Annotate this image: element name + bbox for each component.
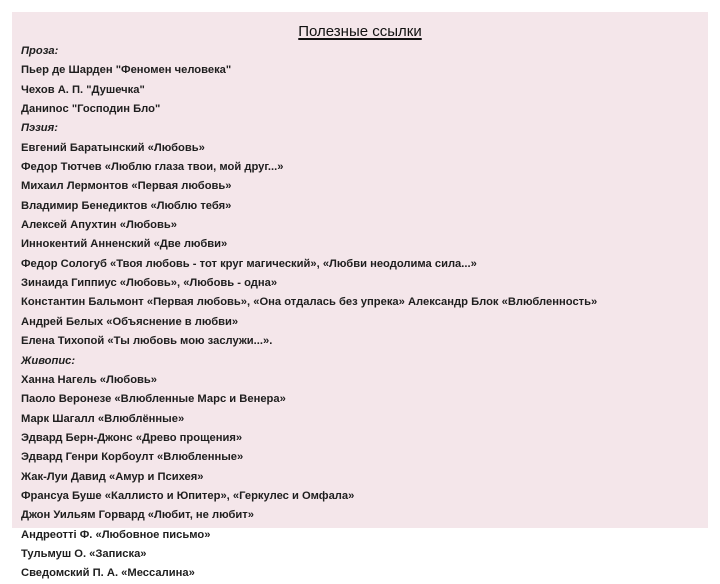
section-heading: Пэзия: <box>21 122 58 135</box>
section-heading: Живопис: <box>21 354 76 367</box>
list-item: Константин Бальмонт «Первая любовь», «Она отдалась без упрека» Александр Блок «Влюбленность» <box>21 296 598 309</box>
list-item: Эдвард Генри Корбоулт «Влюбленные» <box>21 451 244 464</box>
list-item: Паоло Веронезе «Влюбленные Марс и Венера» <box>21 393 286 406</box>
reference-list <box>21 42 597 584</box>
section-heading: Проза: <box>21 45 59 57</box>
list-item: Зинаида Гиппиус «Любовь», «Любовь - одна» <box>21 277 278 290</box>
list-item: Джон Уильям Горвард «Любит, не любит» <box>21 509 255 522</box>
list-item: Франсуа Буше «Каллисто и Юпитер», «Геркулес и Омфала» <box>21 489 355 502</box>
list-item: Сведомский П. А. «Мессалина» <box>21 567 195 580</box>
list-item: Евгений Баратынский «Любовь» <box>21 141 205 154</box>
list-item: Чехов А. П. "Душечка" <box>21 83 145 96</box>
list-item: Эдвард Берн-Джонс «Древо прощения» <box>21 431 243 444</box>
list-item: Иннокентий Анненский «Две любви» <box>21 238 228 251</box>
list-item: Даниnoс "Господин Бло" <box>21 103 161 116</box>
list-item: Алексей Апухтин «Любовь» <box>21 219 177 232</box>
list-item: Тульмуш О. «Записка» <box>21 547 147 560</box>
list-item: Марк Шагалл «Влюблённые» <box>21 412 185 425</box>
page-title: Полезные ссылки <box>298 23 422 40</box>
list-item: Федор Сологуб «Твоя любовь - тот круг магический», «Любви неодолима сила...» <box>21 257 477 270</box>
slide-panel <box>12 12 708 580</box>
list-item: Ханна Нагель «Любовь» <box>21 373 158 386</box>
list-item: Пьер де Шарден "Феномен человека" <box>21 64 232 77</box>
list-item: Елена Тихопой «Ты любовь мою заслужи...». <box>21 335 273 348</box>
list-item: Жак-Луи Давид «Амур и Психея» <box>21 470 204 483</box>
list-item: Андрей Белых «Объяснение в любви» <box>21 315 239 328</box>
list-item: Федор Тютчев «Люблю глаза твои, мой друг...» <box>21 161 284 174</box>
list-item: Михаил Лермонтов «Первая любовь» <box>21 180 232 193</box>
list-item: Андреоттi Ф. «Любовное письмо» <box>21 528 211 541</box>
list-item: Владимир Бенедиктов «Люблю тебя» <box>21 199 232 212</box>
